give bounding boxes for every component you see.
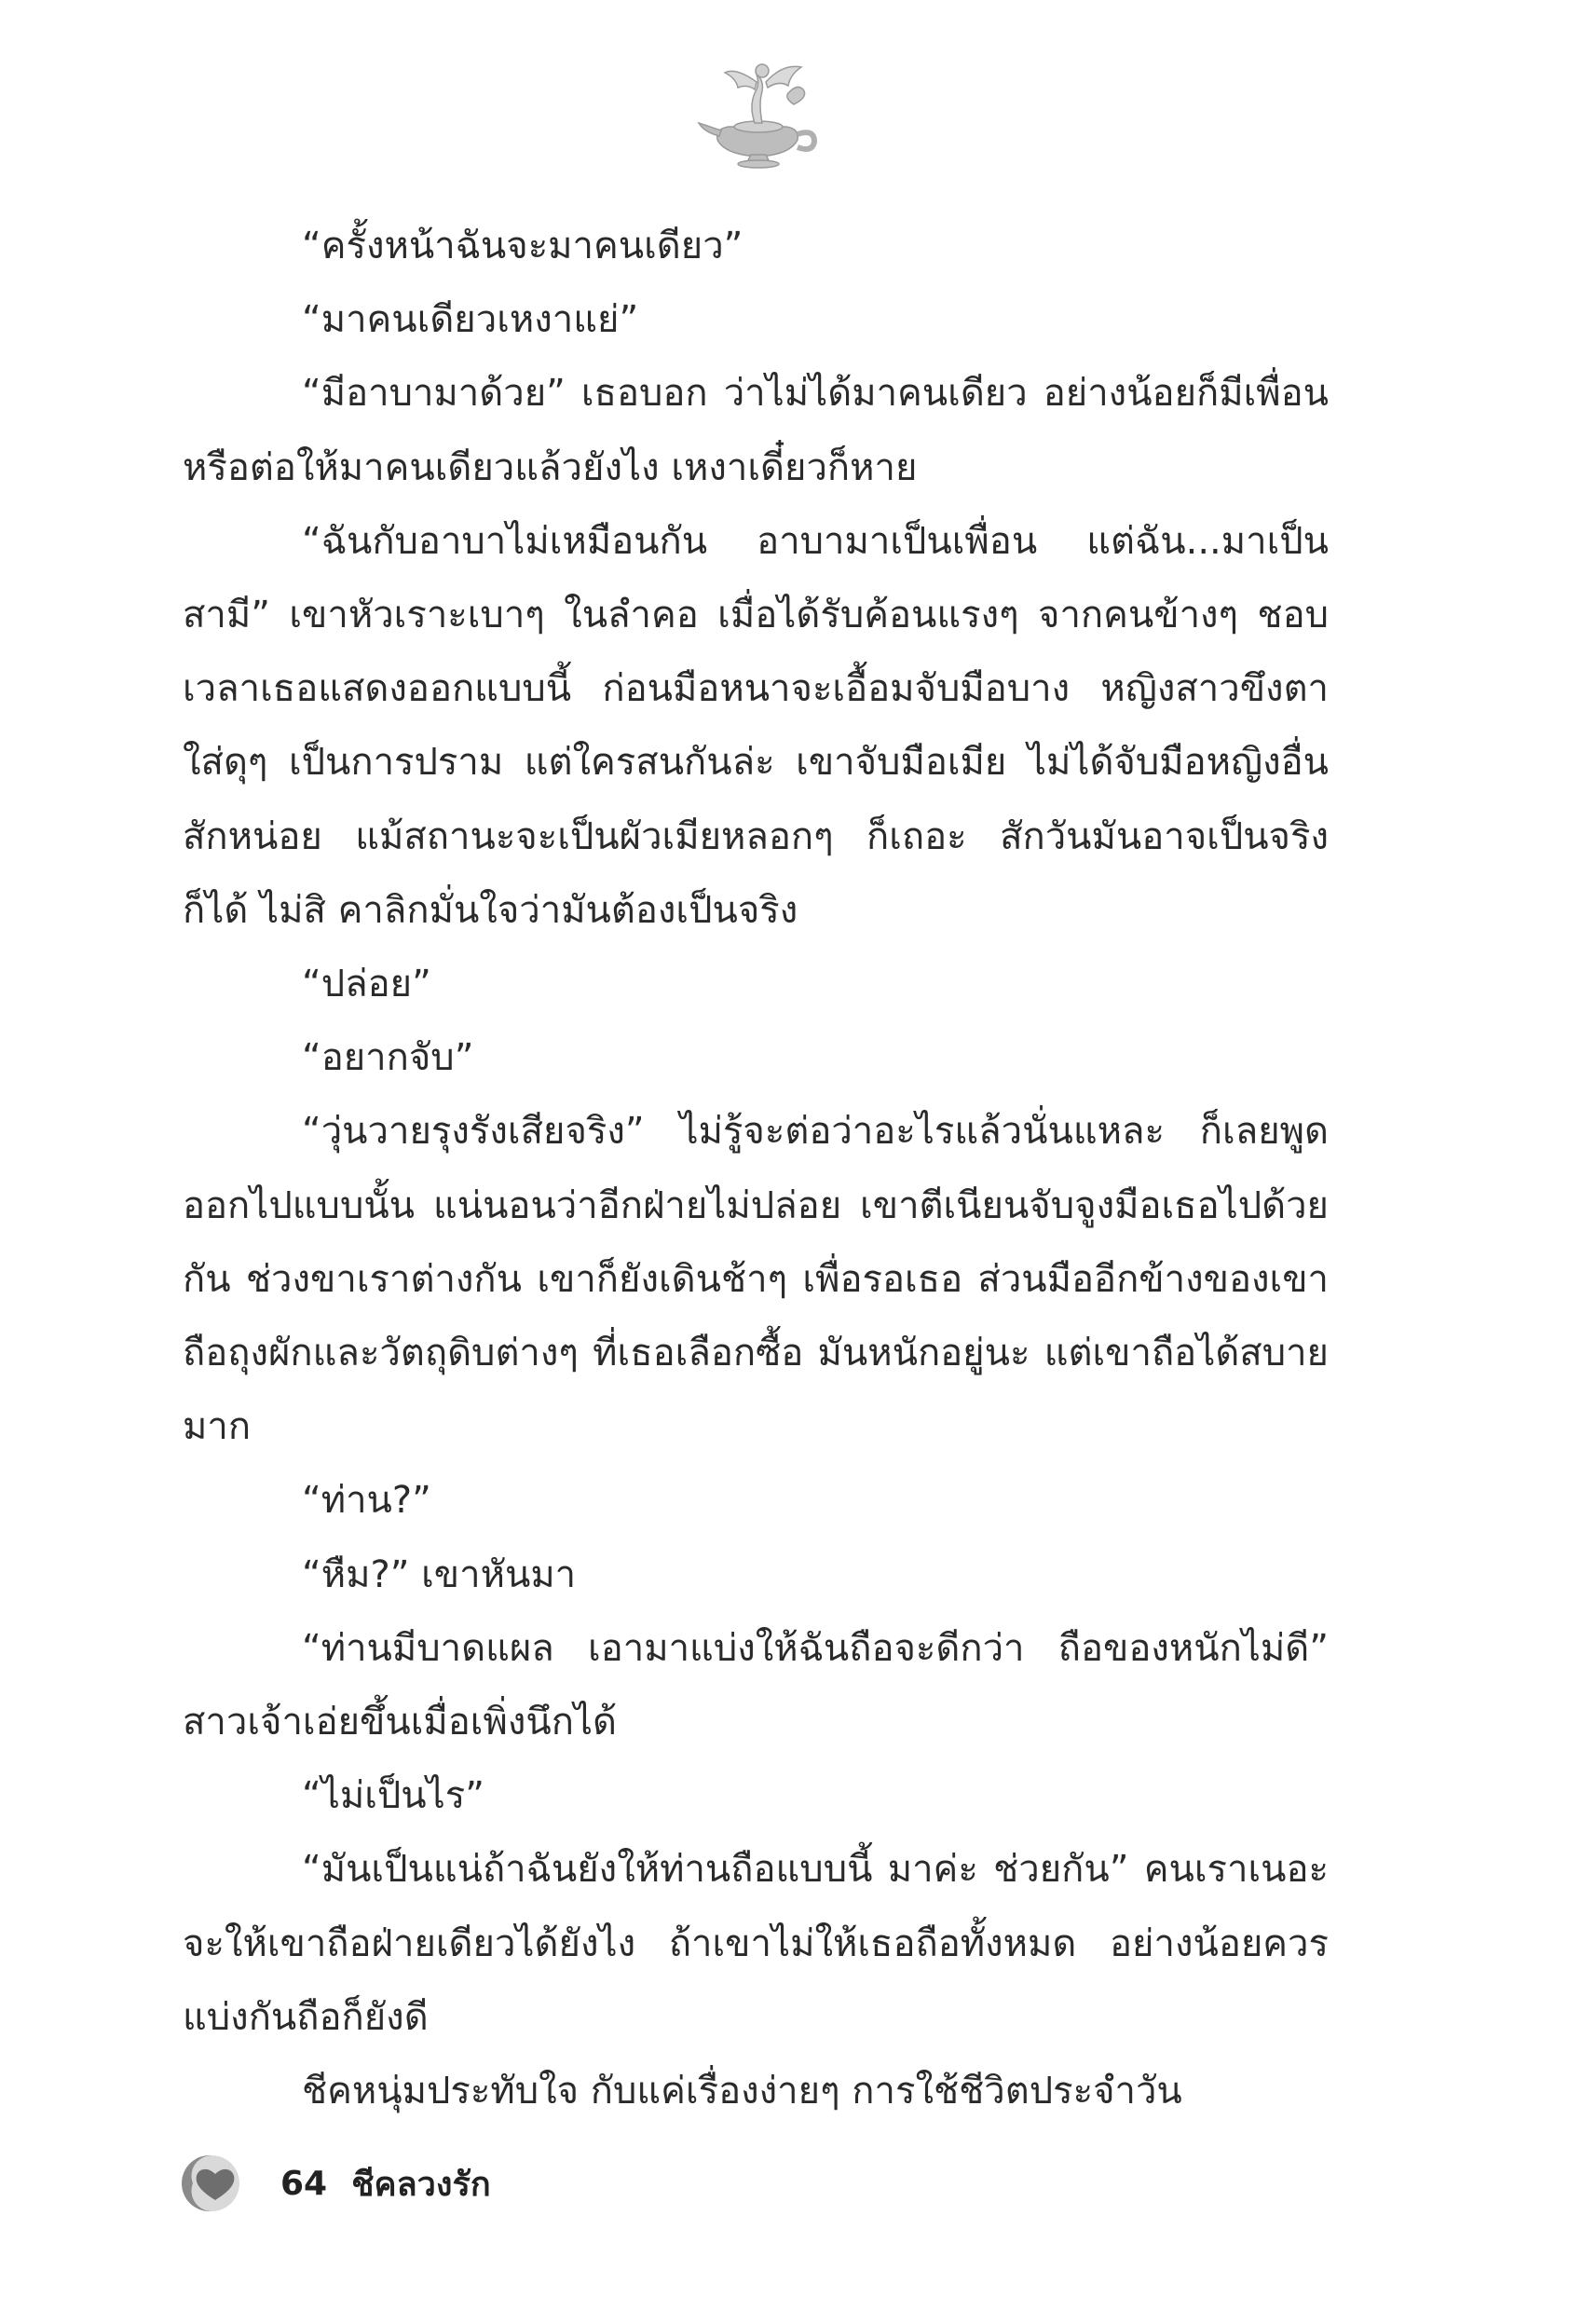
paragraph: “มีอาบามาด้วย” เธอบอก ว่าไม่ได้มาคนเดียว อย่างน้อยก็มีเพื่อน หรือต่อให้มาคนเดียวแล้วยังไง เหงาเดี๋ยวก็หาย — [183, 372, 1329, 489]
paragraph: “ฉันกับอาบาไม่เหมือนกัน อาบามาเป็นเพื่อน แต่ฉัน...มาเป็นสามี” เขาหัวเราะเบาๆ ในลำคอ เมื่อได้รับค้อนแรงๆ จากคนข้างๆ ชอบเวลาเธอแสดงออกแบบนี้ ก่อนมือหนาจะเอื้อมจับมือบาง หญิงสาวขึงตาใส่ดุๆ เป็นการปราม แต่ใครสนกันล่ะ เขาจับมือเมีย ไม่ได้จับมือหญิงอื่นสักหน่อย แม้สถานะจะเป็นผัวเมียหลอกๆ ก็เถอะ สักวันมันอาจเป็นจริงก็ได้ ไม่สิ คาลิกมั่นใจว่ามันต้องเป็นจริง — [183, 519, 1329, 932]
paragraph: “หืม?” เขาหันมา — [302, 1552, 577, 1596]
heart-icon — [180, 2154, 247, 2213]
paragraph: “มาคนเดียวเหงาแย่” — [302, 298, 639, 342]
page-number: 64 — [280, 2164, 328, 2203]
genie-lamp-cupid-icon — [697, 54, 818, 175]
paragraph: “ท่านมีบาดแผล เอามาแบ่งให้ฉันถือจะดีกว่า ถือของหนักไม่ดี” สาวเจ้าเอ่ยขึ้นเมื่อเพิ่งนึกได้ — [183, 1626, 1329, 1744]
paragraph: “มันเป็นแน่ถ้าฉันยังให้ท่านถือแบบนี้ มาค่ะ ช่วยกัน” คนเราเนอะ จะให้เขาถือฝ่ายเดียวได้ยังไง ถ้าเขาไม่ให้เธอถือทั้งหมด อย่างน้อยควรแบ่งกันถือก็ยังดี — [183, 1848, 1329, 2039]
paragraph: “อยากจับ” — [302, 1036, 474, 1080]
paragraph: “ครั้งหน้าฉันจะมาคนเดียว” — [302, 225, 743, 267]
paragraph: “วุ่นวายรุงรังเสียจริง” ไม่รู้จะต่อว่าอะไรแล้วนั่นแหละ ก็เลยพูดออกไปแบบนั้น แน่นอนว่าอีกฝ่ายไม่ปล่อย เขาตีเนียนจับจูงมือเธอไปด้วยกัน ช่วงขาเราต่างกัน เขาก็ยังเดินช้าๆ เพื่อรอเธอ ส่วนมืออีกข้างของเขาถือถุงผักและวัตถุดิบต่างๆ ที่เธอเลือกซื้อ มันหนักอยู่นะ แต่เขาถือได้สบายมาก — [183, 1110, 1329, 1449]
paragraph: “ไม่เป็นไร” — [302, 1774, 484, 1818]
story-text — [183, 210, 1329, 2128]
paragraph: “ปล่อย” — [302, 963, 431, 1006]
paragraph: ชีคหนุ่มประทับใจ กับแค่เรื่องง่ายๆ การใช้ชีวิตประจำวัน — [302, 2070, 1182, 2113]
book-title: ชีคลวงรัก — [351, 2165, 491, 2204]
paragraph: “ท่าน?” — [302, 1479, 431, 1523]
page-footer — [180, 2151, 491, 2216]
